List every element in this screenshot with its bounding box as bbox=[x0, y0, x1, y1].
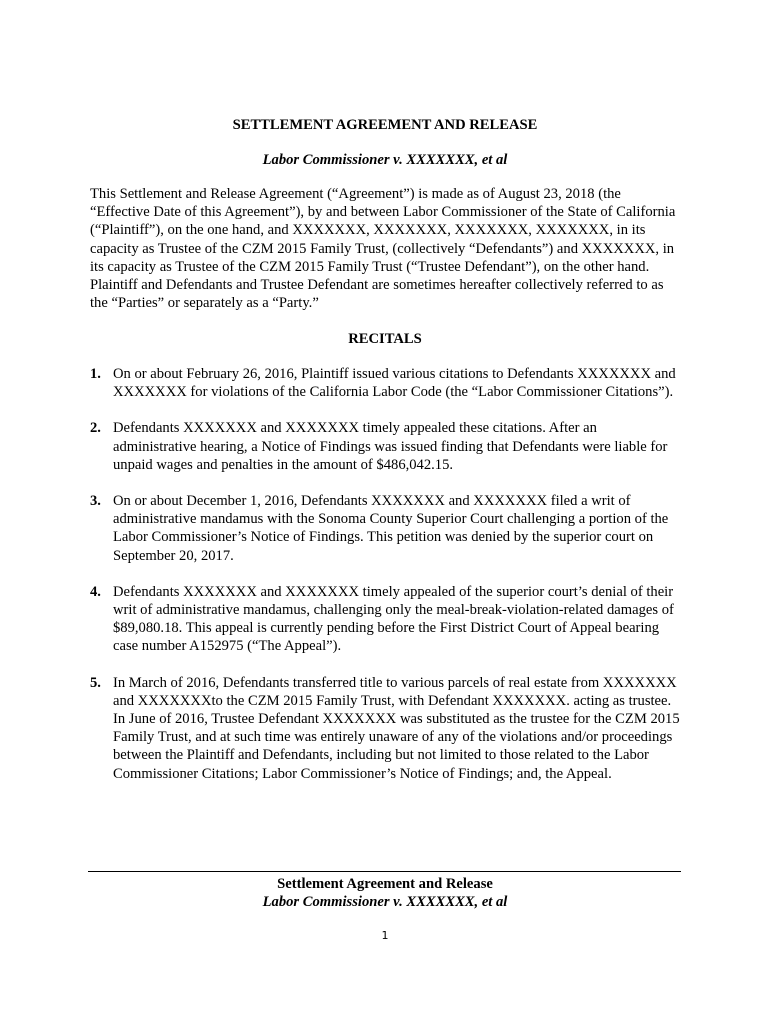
recital-item bbox=[90, 583, 682, 656]
recital-text: Defendants XXXXXXX and XXXXXXX timely appealed of the superior court’s denial of their writ of administrative mandamus, challenging only the meal-break-violation-related damages of $89,080.18. This appeal is currently pending before the First District Court of Appeal bearing case number A152975 (“The Appeal”). bbox=[113, 583, 674, 655]
recitals-list bbox=[90, 365, 682, 801]
footer-subtitle: Labor Commissioner v. XXXXXXX, et al bbox=[262, 894, 508, 910]
intro-paragraph: This Settlement and Release Agreement (“Agreement”) is made as of August 23, 2018 (the “Effective Date of this Agreement”), by and between Labor Commissioner of the State of California (“Plaintiff”), on the one hand, and XXXXXXX, XXXXXXX, XXXXXXX, XXXXXXX, in its capacity as Trustee of the CZM 2015 Family Trust, (collectively “Defendants”) and XXXXXXX, in its capacity as Trustee of the CZM 2015 Family Trust (“Trustee Defendant”), on the other hand. Plaintiff and Defendants and Trustee Defendant are sometimes hereafter collectively referred to as the “Parties” or separately as a “Party.” bbox=[90, 186, 676, 312]
recital-number: 2. bbox=[90, 420, 101, 437]
recital-text: In March of 2016, Defendants transferred title to various parcels of real estate from XXXXXXX and XXXXXXXto the CZM 2015 Family Trust, with Defendant XXXXXXX. acting as trustee. In June of 2016, Trustee Defendant XXXXXXX was substituted as the trustee for the CZM 2015 Family Trust, and at such time was entirely unaware of any of the violations and/or proceedings between the Plaintiff and Defendants, including but not limited to those related to the Labor Commissioner Citations; Labor Commissioner’s Notice of Findings; and, the Appeal. bbox=[113, 674, 680, 782]
recital-text: Defendants XXXXXXX and XXXXXXX timely appealed these citations. After an administrative hearing, a Notice of Findings was issued finding that Defendants were liable for unpaid wages and penalties in the amount of $486,042.15. bbox=[113, 420, 668, 473]
footer-divider bbox=[88, 871, 681, 872]
recitals-heading: RECITALS bbox=[348, 331, 422, 347]
recital-item bbox=[90, 365, 682, 401]
recital-number: 3. bbox=[90, 493, 101, 510]
page-number: 1 bbox=[381, 929, 389, 942]
recital-number: 5. bbox=[90, 674, 101, 691]
recital-item bbox=[90, 419, 682, 474]
recital-item bbox=[90, 674, 682, 783]
document-subtitle: Labor Commissioner v. XXXXXXX, et al bbox=[262, 152, 508, 168]
recital-text: On or about December 1, 2016, Defendants XXXXXXX and XXXXXXX filed a writ of administrative mandamus with the Sonoma County Superior Court challenging a portion of the Labor Commissioner’s Notice of Findings. This petition was denied by the superior court on September 20, 2017. bbox=[113, 493, 669, 564]
document-title: SETTLEMENT AGREEMENT AND RELEASE bbox=[232, 117, 538, 133]
recital-number: 1. bbox=[90, 366, 101, 382]
footer-title: Settlement Agreement and Release bbox=[277, 876, 493, 892]
recital-number: 4. bbox=[90, 583, 101, 600]
recital-text: On or about February 26, 2016, Plaintiff issued various citations to Defendants XXXXXXX and XXXXXXX for violations of the California Labor Code (the “Labor Commissioner Citations”). bbox=[113, 366, 676, 401]
recital-item bbox=[90, 492, 682, 565]
